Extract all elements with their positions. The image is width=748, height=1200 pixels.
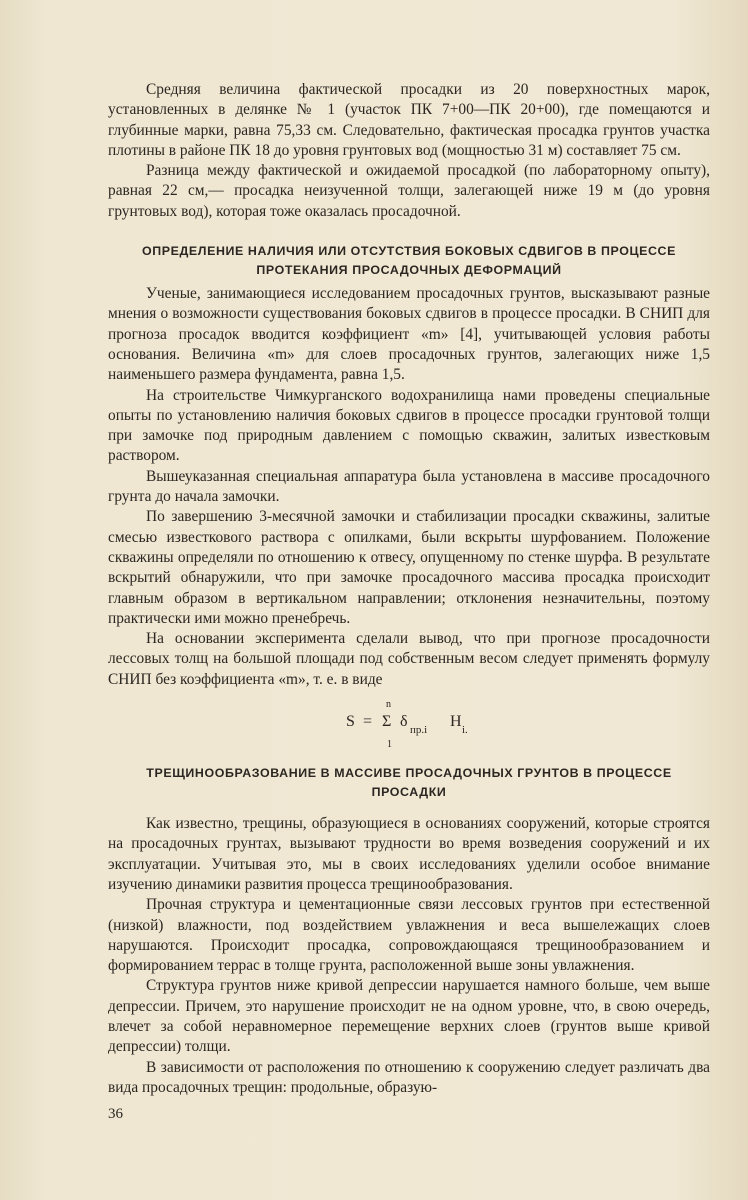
paragraph: Как известно, трещины, образующиеся в основаниях сооружений, которые строятся на просадочных грунтах, вызывают трудности во время возведения сооружений и их эксплуатации. Учитывая это, мы в своих исследованиях уделили особое внимание изучению динамики развития процесса трещинообразования. bbox=[108, 815, 710, 893]
paragraph: На строительстве Чимкурганского водохранилища нами проведены специальные опыты по установлению наличия боковых сдвигов в процессе просадки грунтовой толщи при замочке под природным давлением с помощью скважин, залитых известковым раствором. bbox=[108, 386, 710, 465]
page-number: 36 bbox=[108, 1106, 123, 1122]
paragraph: В зависимости от расположения по отношению к сооружению следует различать два вида просадочных трещин: продольные, образую- bbox=[108, 1058, 710, 1096]
paragraph: Разница между фактической и ожидаемой просадкой (по лабораторному опыту), равная 22 см,— просадка неизученной толщи, залегающей ниже 19 м (до уровня грунтовых вод), которая тоже оказалась просадочной. bbox=[108, 162, 710, 220]
section-heading-lateral-shifts: ОПРЕДЕЛЕНИЕ НАЛИЧИЯ ИЛИ ОТСУТСТВИЯ БОКОВЫХ СДВИГОВ В ПРОЦЕССЕ ПРОТЕКАНИЯ ПРОСАДОЧНЫХ ДЕФОРМАЦИЙ bbox=[142, 244, 676, 278]
paragraph: На основании эксперимента сделали вывод, что при прогнозе просадочности лессовых толщ на большой площади под собственным весом следует применять формулу СНИП без коэффициента «m», т. е. в виде bbox=[108, 630, 710, 688]
formula-delta-subscript: пр.i bbox=[410, 724, 428, 737]
formula-equals: = bbox=[363, 713, 373, 731]
formula-delta: δ bbox=[400, 713, 408, 731]
formula-h-subscript: i. bbox=[462, 724, 468, 737]
paragraph: По завершению 3-месячной замочки и стабилизации просадки скважины, залитые смесью известкового раствора с опилками, были вскрыты шурфованием. Положение скважины определяли по отношению к отвесу, опущенному по стенке шурфа. В результате вскрытий обнаружили, что при замочке просадочного массива просадка происходит главным образом в вертикальном направлении; отклонения незначительны, поэтому практически ими можно пренебречь. bbox=[108, 508, 710, 627]
formula-sum-lower: 1 bbox=[387, 739, 392, 751]
paragraph: Прочная структура и цементационные связи лессовых грунтов при естественной (низкой) влажности, под воздействием увлажнения и веса вышележащих слоев нарушаются. Происходит просадка, сопровождающаяся трещинообразованием и формированием террас в толще грунта, расположенной выше зоны увлажнения. bbox=[108, 896, 710, 975]
settlement-formula bbox=[108, 690, 710, 752]
section-heading-cracking: ТРЕЩИНООБРАЗОВАНИЕ В МАССИВЕ ПРОСАДОЧНЫХ ГРУНТОВ В ПРОЦЕССЕ ПРОСАДКИ bbox=[146, 766, 672, 800]
paragraph: Средняя величина фактической просадки из 20 поверхностных марок, установленных в делянке № 1 (участок ПК 7+00—ПК 20+00), где помещаются и глубинные марки, равна 75,33 см. Следовательно, фактическая просадка грунтов участка плотины в районе ПК 18 до уровня грунтовых вод (мощностью 31 м) составляет 75 см. bbox=[108, 81, 710, 159]
paragraph: Ученые, занимающиеся исследованием просадочных грунтов, высказывают разные мнения о возможности существования боковых сдвигов в процессе просадки. В СНИП для прогноза просадок вводится коэффициент «m» [4], учитывающей условия работы основания. Величина «m» для слоев просадочных грунтов, залегающих ниже 1,5 наименьшего размера фундамента, равна 1,5. bbox=[108, 285, 710, 384]
paragraph: Структура грунтов ниже кривой депрессии нарушается намного больше, чем выше депрессии. Причем, это нарушение происходит не на одном уровне, что, в свою очередь, влечет за собой неравномерное перемещение верхних слоев (грунтов выше кривой депрессии) толщи. bbox=[108, 977, 710, 1056]
page-content bbox=[108, 80, 710, 1098]
formula-h: H bbox=[450, 713, 462, 731]
paragraph: Вышеуказанная специальная аппаратура была установлена в массиве просадочного грунта до начала замочки. bbox=[108, 467, 710, 506]
formula-sum-upper: n bbox=[386, 699, 391, 711]
formula-lhs: S bbox=[346, 713, 355, 731]
formula-sigma: Σ bbox=[382, 713, 392, 731]
